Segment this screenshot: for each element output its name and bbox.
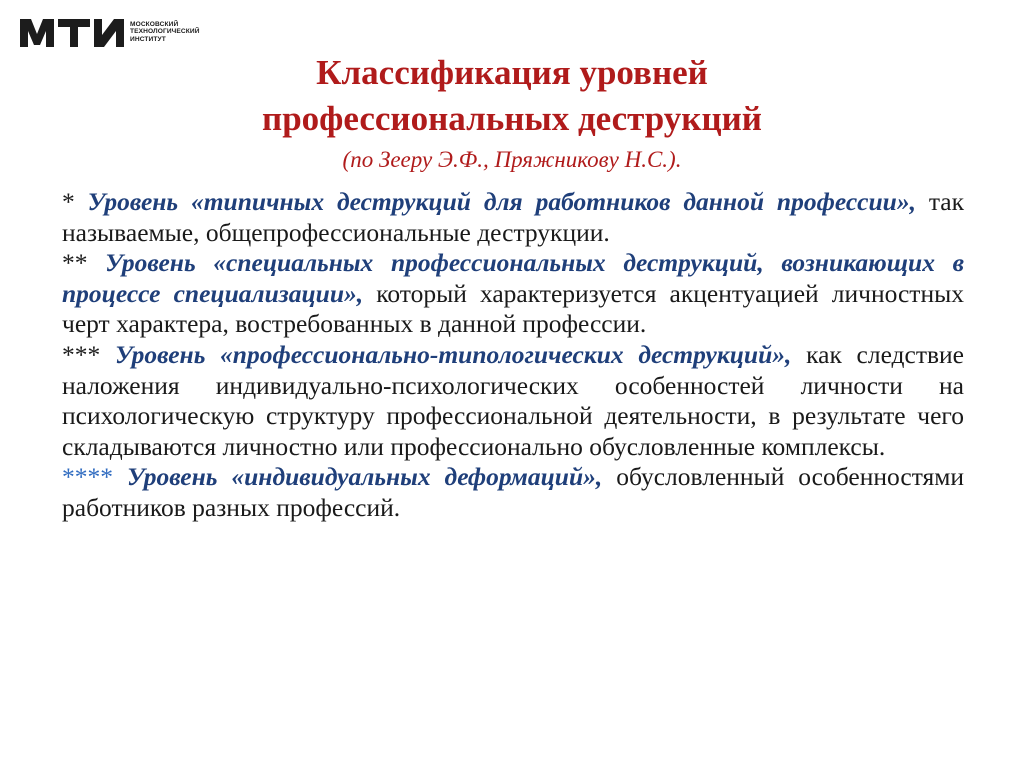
level-description: который характеризуется акцентуацией личностных черт характера, востребованных в данной профессии.: [62, 278, 964, 339]
list-item-2: [62, 248, 964, 340]
item-marker: **: [62, 248, 88, 278]
logo-caption-line-1: МОСКОВСКИЙ: [130, 21, 179, 29]
logo-caption: [130, 21, 200, 43]
mti-wordmark-logo: [20, 17, 124, 47]
title-line-2: профессиональных деструкций: [262, 99, 762, 138]
level-name: Уровень «профессионально-типологических деструкций»,: [114, 339, 792, 369]
item-marker: *: [62, 187, 75, 216]
list-item-3: [62, 340, 964, 462]
title-line-1: Классификация уровней: [316, 53, 708, 92]
logo-caption-line-3: ИНСТИТУТ: [130, 35, 166, 43]
level-name: Уровень «специальных профессиональных деструкций, возникающих в процессе специализации»,: [62, 248, 965, 308]
classification-list: [62, 187, 964, 524]
level-name: Уровень «типичных деструкций для работников данной профессии»,: [87, 187, 916, 216]
slide-subtitle: (по Зееру Э.Ф., Пряжникову Н.С.).: [342, 147, 682, 172]
level-description: как следствие наложения индивидуально-психологических особенностей личности на психологическую структуру профессиональной деятельности, в результате чего складываются личностно или профессионально обусловленные комплексы.: [62, 339, 964, 461]
logo-caption-line-2: ТЕХНОЛОГИЧЕСКИЙ: [130, 28, 200, 36]
item-marker: ***: [62, 339, 101, 369]
level-description: обусловленный особенностями работников разных профессий.: [62, 462, 965, 522]
slide-title: [0, 50, 1024, 142]
list-item-1: [62, 187, 964, 248]
level-description: так называемые, общепрофессиональные деструкции.: [62, 187, 965, 247]
item-marker: ****: [62, 462, 113, 492]
list-item-4: [62, 462, 964, 523]
level-name: Уровень «индивидуальных деформаций»,: [126, 462, 603, 492]
mti-logo: [20, 14, 200, 50]
